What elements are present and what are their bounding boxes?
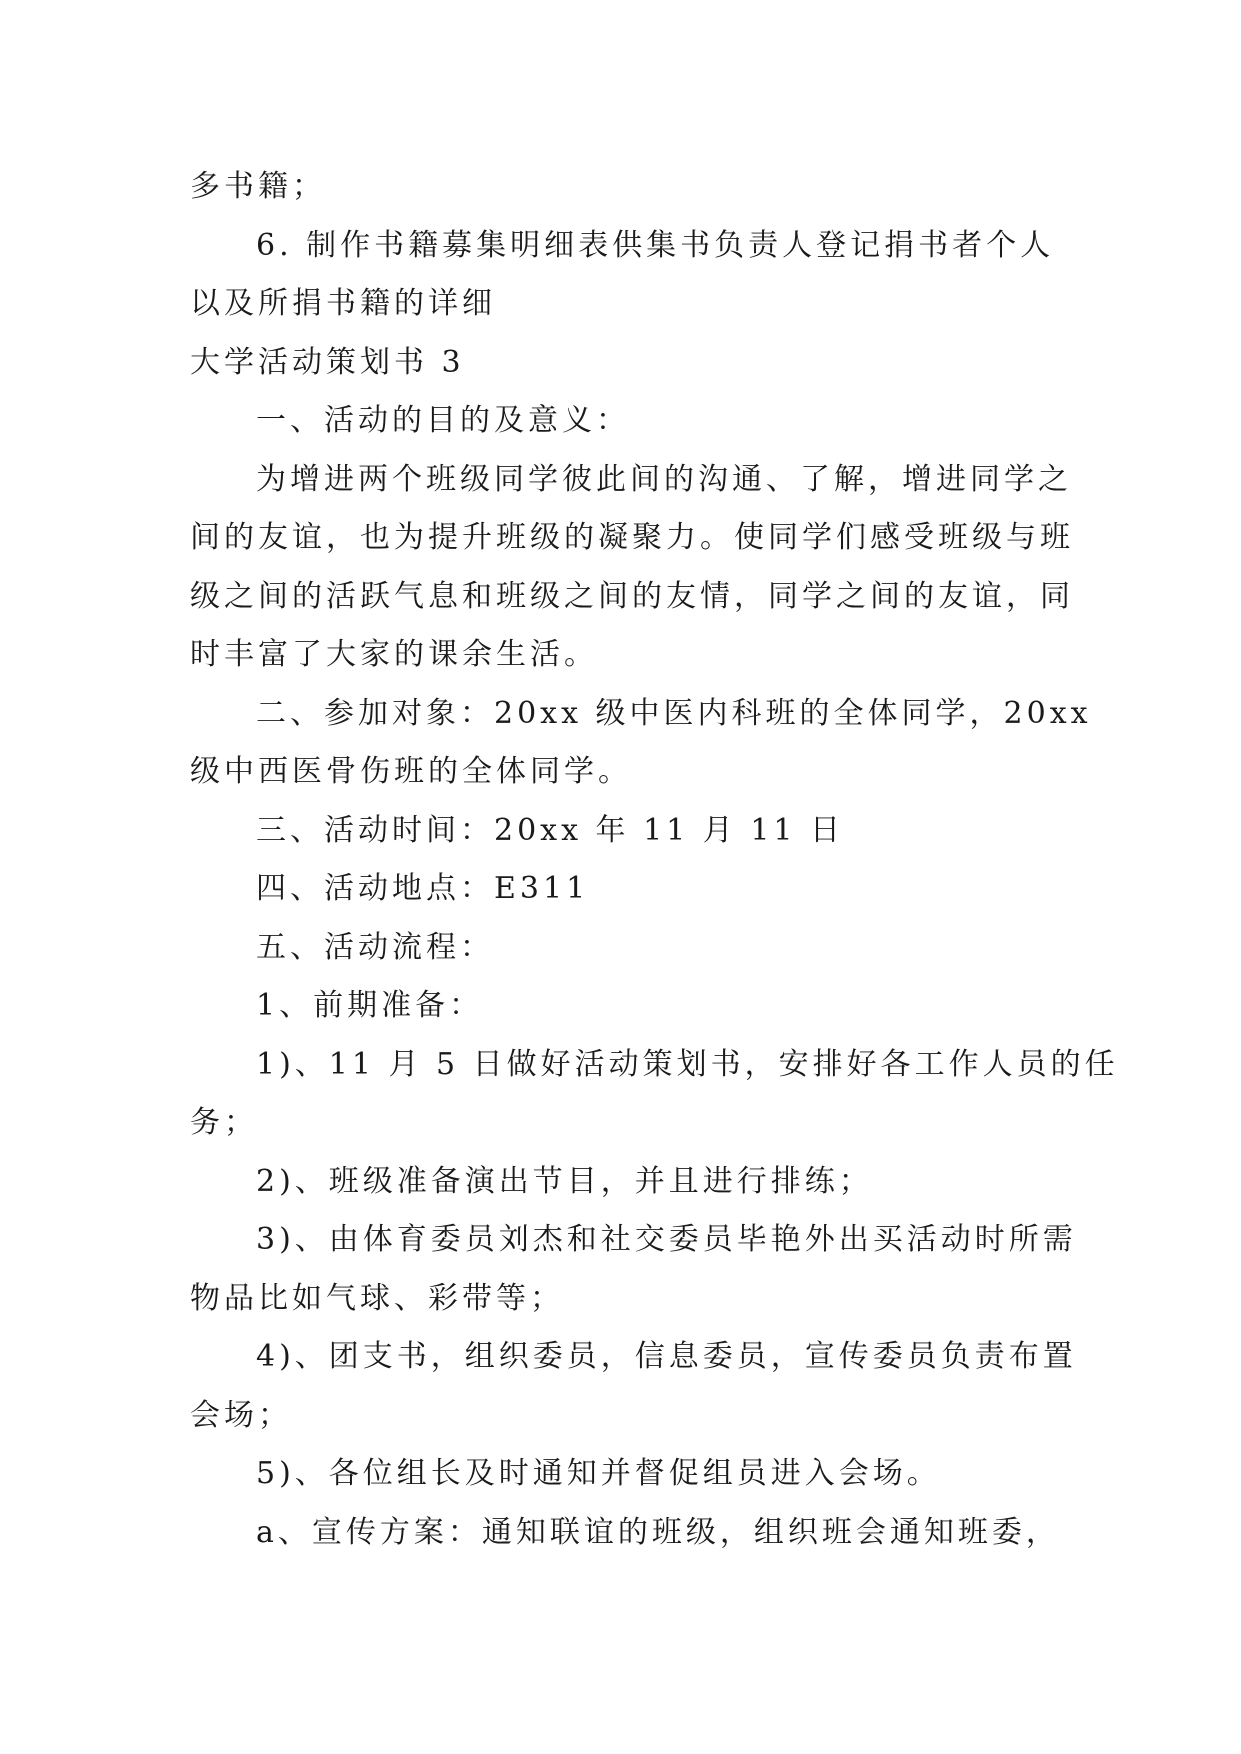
text-line-15: 1、前期准备： <box>256 988 484 1023</box>
text-line-8: 级之间的活跃气息和班级之间的友情，同学之间的友谊，同 <box>190 578 1074 614</box>
text-line-18: 2)、班级准备演出节目，并且进行排练； <box>256 1163 873 1199</box>
text-line-3: 以及所捐书籍的详细 <box>190 286 496 321</box>
text-line-11: 级中西医骨伤班的全体同学。 <box>190 754 632 789</box>
text-line-12: 三、活动时间：20xx 年 11 月 11 日 <box>256 812 845 848</box>
text-line-20: 物品比如气球、彩带等； <box>190 1280 564 1316</box>
section-heading: 大学活动策划书 3 <box>190 344 465 380</box>
text-line-17: 务； <box>190 1105 258 1140</box>
text-line-2: 6. 制作书籍募集明细表供集书负责人登记捐书者个人 <box>256 227 1055 263</box>
text-line-6: 为增进两个班级同学彼此间的沟通、了解，增进同学之 <box>256 461 1072 497</box>
text-line-24: a、宣传方案：通知联谊的班级，组织班会通知班委， <box>256 1514 1060 1550</box>
text-line-16: 1)、11 月 5 日做好活动策划书，安排好各工作人员的任 <box>256 1046 1119 1082</box>
text-line-10: 二、参加对象：20xx 级中医内科班的全体同学，20xx <box>256 695 1092 731</box>
text-line-7: 间的友谊，也为提升班级的凝聚力。使同学们感受班级与班 <box>190 520 1074 555</box>
text-line-22: 会场； <box>190 1397 292 1433</box>
text-line-21: 4)、团支书，组织委员，信息委员，宣传委员负责布置 <box>256 1339 1077 1374</box>
text-line-23: 5)、各位组长及时通知并督促组员进入会场。 <box>256 1456 941 1491</box>
text-line-13: 四、活动地点：E311 <box>256 871 590 906</box>
text-line-14: 五、活动流程： <box>256 929 494 965</box>
text-line-19: 3)、由体育委员刘杰和社交委员毕艳外出买活动时所需 <box>256 1222 1077 1257</box>
document-body <box>190 158 1119 1562</box>
text-line-5: 一、活动的目的及意义： <box>256 403 630 438</box>
text-line-9: 时丰富了大家的课余生活。 <box>190 637 598 672</box>
text-line-1: 多书籍； <box>190 169 326 204</box>
